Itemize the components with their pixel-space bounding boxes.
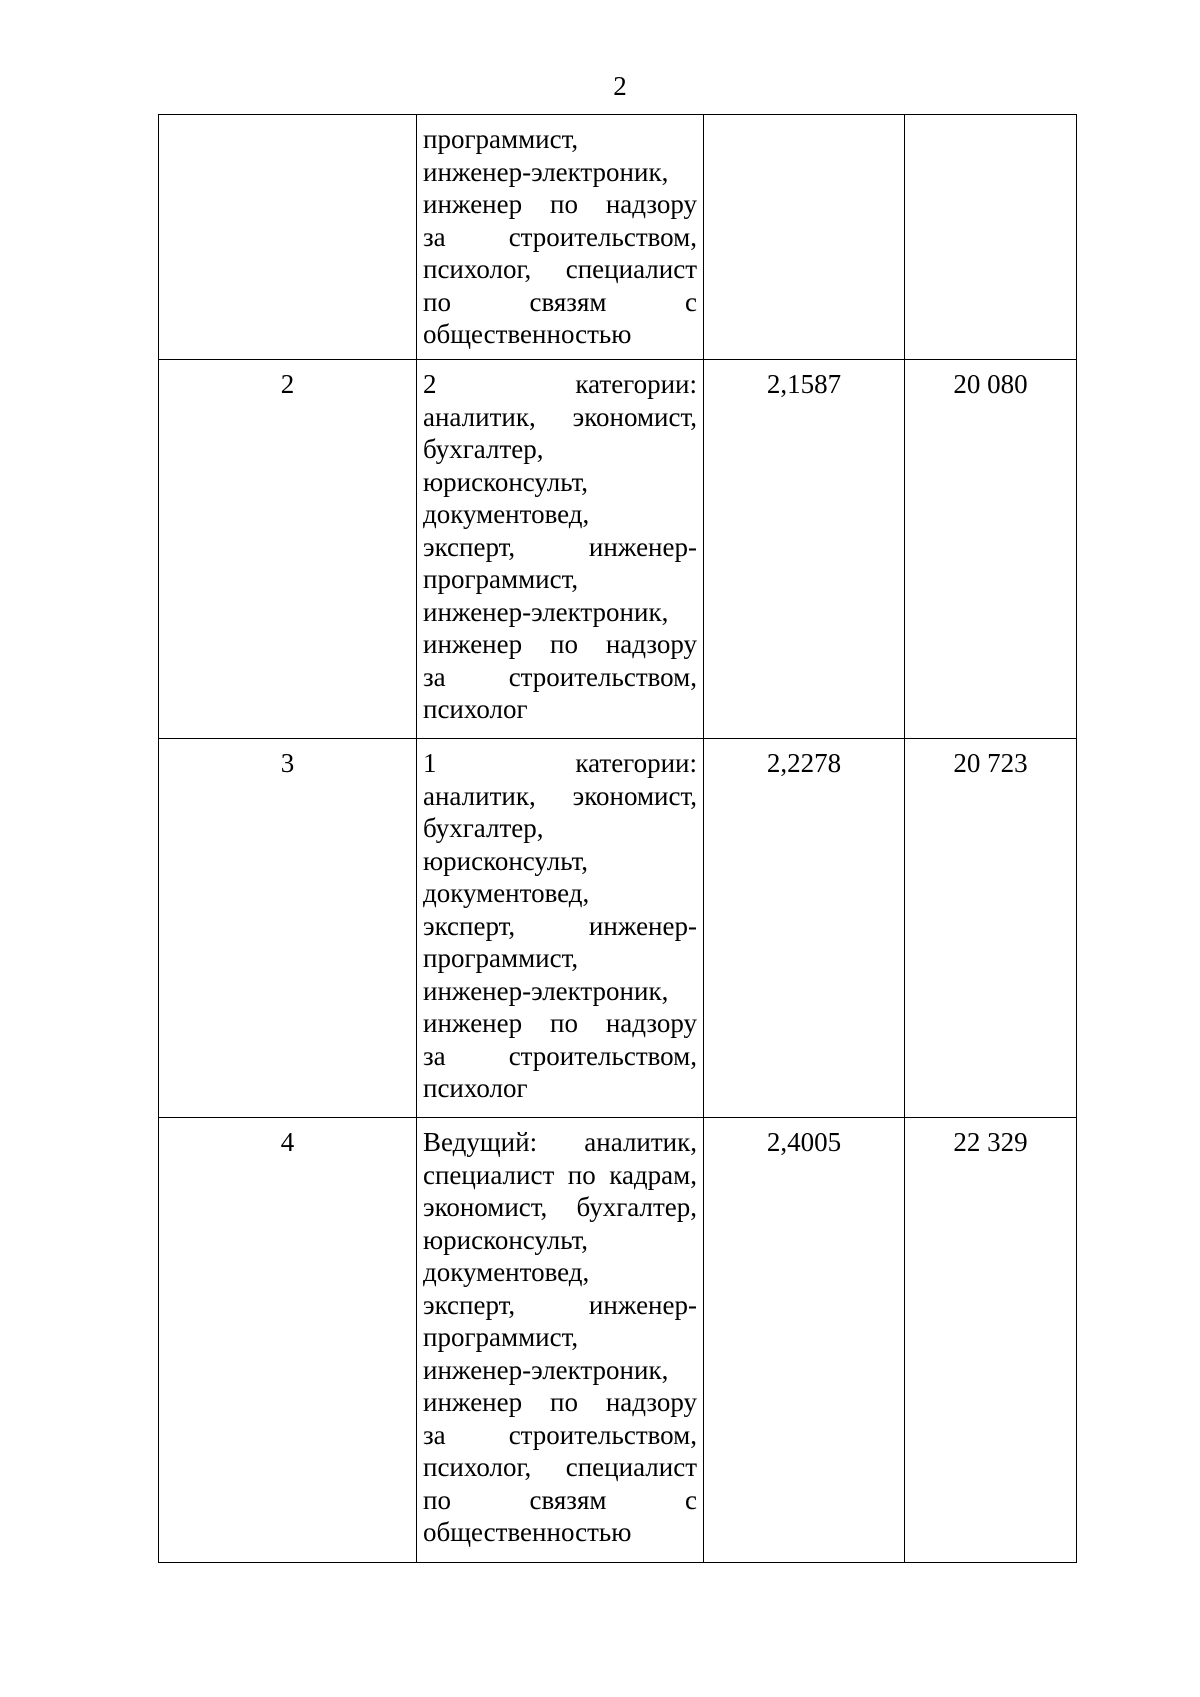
description-line: программист, xyxy=(423,564,579,594)
description-line: экономист, бухгалтер, xyxy=(423,1192,697,1222)
position-description-cell xyxy=(417,739,704,1118)
salary-cell xyxy=(905,115,1077,360)
description-line: аналитик, экономист, xyxy=(423,401,697,432)
description-line: юрисконсульт, xyxy=(423,845,589,876)
salary-cell: 22 329 xyxy=(905,1118,1077,1563)
table-body xyxy=(159,115,1077,1563)
position-description-cell xyxy=(417,115,704,360)
description-line: инженер-электроник, xyxy=(423,596,669,627)
description-line: бухгалтер, xyxy=(423,813,544,843)
description-line: инженер-электроник, xyxy=(423,975,669,1006)
coefficient-cell: 2,1587 xyxy=(704,360,905,739)
description-line: за строительством, xyxy=(423,221,697,252)
coefficient-cell: 2,2278 xyxy=(704,739,905,1118)
description-line: за строительством, xyxy=(423,1040,697,1071)
page-number: 2 xyxy=(613,71,627,101)
row-index-cell xyxy=(159,115,417,360)
description-line: специалист по кадрам, xyxy=(423,1159,697,1190)
description-line: документовед, xyxy=(423,499,590,529)
table-row xyxy=(159,1118,1077,1563)
salary-table xyxy=(158,114,1077,1563)
description-line: документовед, xyxy=(423,878,590,908)
description-line: Ведущий: аналитик, xyxy=(423,1127,697,1157)
description-line: юрисконсульт, xyxy=(423,1224,589,1255)
description-line: документовед, xyxy=(423,1257,590,1287)
description-line: инженер по надзору xyxy=(423,1387,697,1417)
description-line: общественностью xyxy=(423,319,632,349)
description-line: 2 категории: xyxy=(423,369,697,399)
description-line: 1 категории: xyxy=(423,748,697,778)
row-index-cell: 2 xyxy=(159,360,417,739)
description-line: программист, xyxy=(423,1322,579,1352)
description-line: аналитик, экономист, xyxy=(423,780,697,811)
salary-cell: 20 723 xyxy=(905,739,1077,1118)
description-line: по связям с xyxy=(423,1484,697,1515)
description-line: программист, xyxy=(423,943,579,973)
description-line: инженер по надзору xyxy=(423,629,697,659)
position-description-cell xyxy=(417,360,704,739)
table-row xyxy=(159,360,1077,739)
description-line: эксперт, инженер- xyxy=(423,910,697,941)
description-line: инженер-электроник, xyxy=(423,156,669,187)
table-row xyxy=(159,739,1077,1118)
description-line: за строительством, xyxy=(423,661,697,692)
description-line: психолог, специалист xyxy=(423,254,697,284)
description-line: общественностью xyxy=(423,1517,632,1547)
description-line: инженер по надзору xyxy=(423,1008,697,1038)
description-line: бухгалтер, xyxy=(423,434,544,464)
description-line: по связям с xyxy=(423,286,697,317)
description-line: психолог, специалист xyxy=(423,1452,697,1482)
description-line: программист, xyxy=(423,124,579,154)
salary-cell: 20 080 xyxy=(905,360,1077,739)
table-row xyxy=(159,115,1077,360)
coefficient-cell xyxy=(704,115,905,360)
description-line: психолог xyxy=(423,694,528,724)
row-index-cell: 4 xyxy=(159,1118,417,1563)
description-line: инженер по надзору xyxy=(423,189,697,219)
description-line: юрисконсульт, xyxy=(423,466,589,497)
row-index-cell: 3 xyxy=(159,739,417,1118)
description-line: эксперт, инженер- xyxy=(423,531,697,562)
description-line: инженер-электроник, xyxy=(423,1354,669,1385)
description-line: за строительством, xyxy=(423,1419,697,1450)
description-line: эксперт, инженер- xyxy=(423,1289,697,1320)
coefficient-cell: 2,4005 xyxy=(704,1118,905,1563)
position-description-cell xyxy=(417,1118,704,1563)
description-line: психолог xyxy=(423,1073,528,1103)
